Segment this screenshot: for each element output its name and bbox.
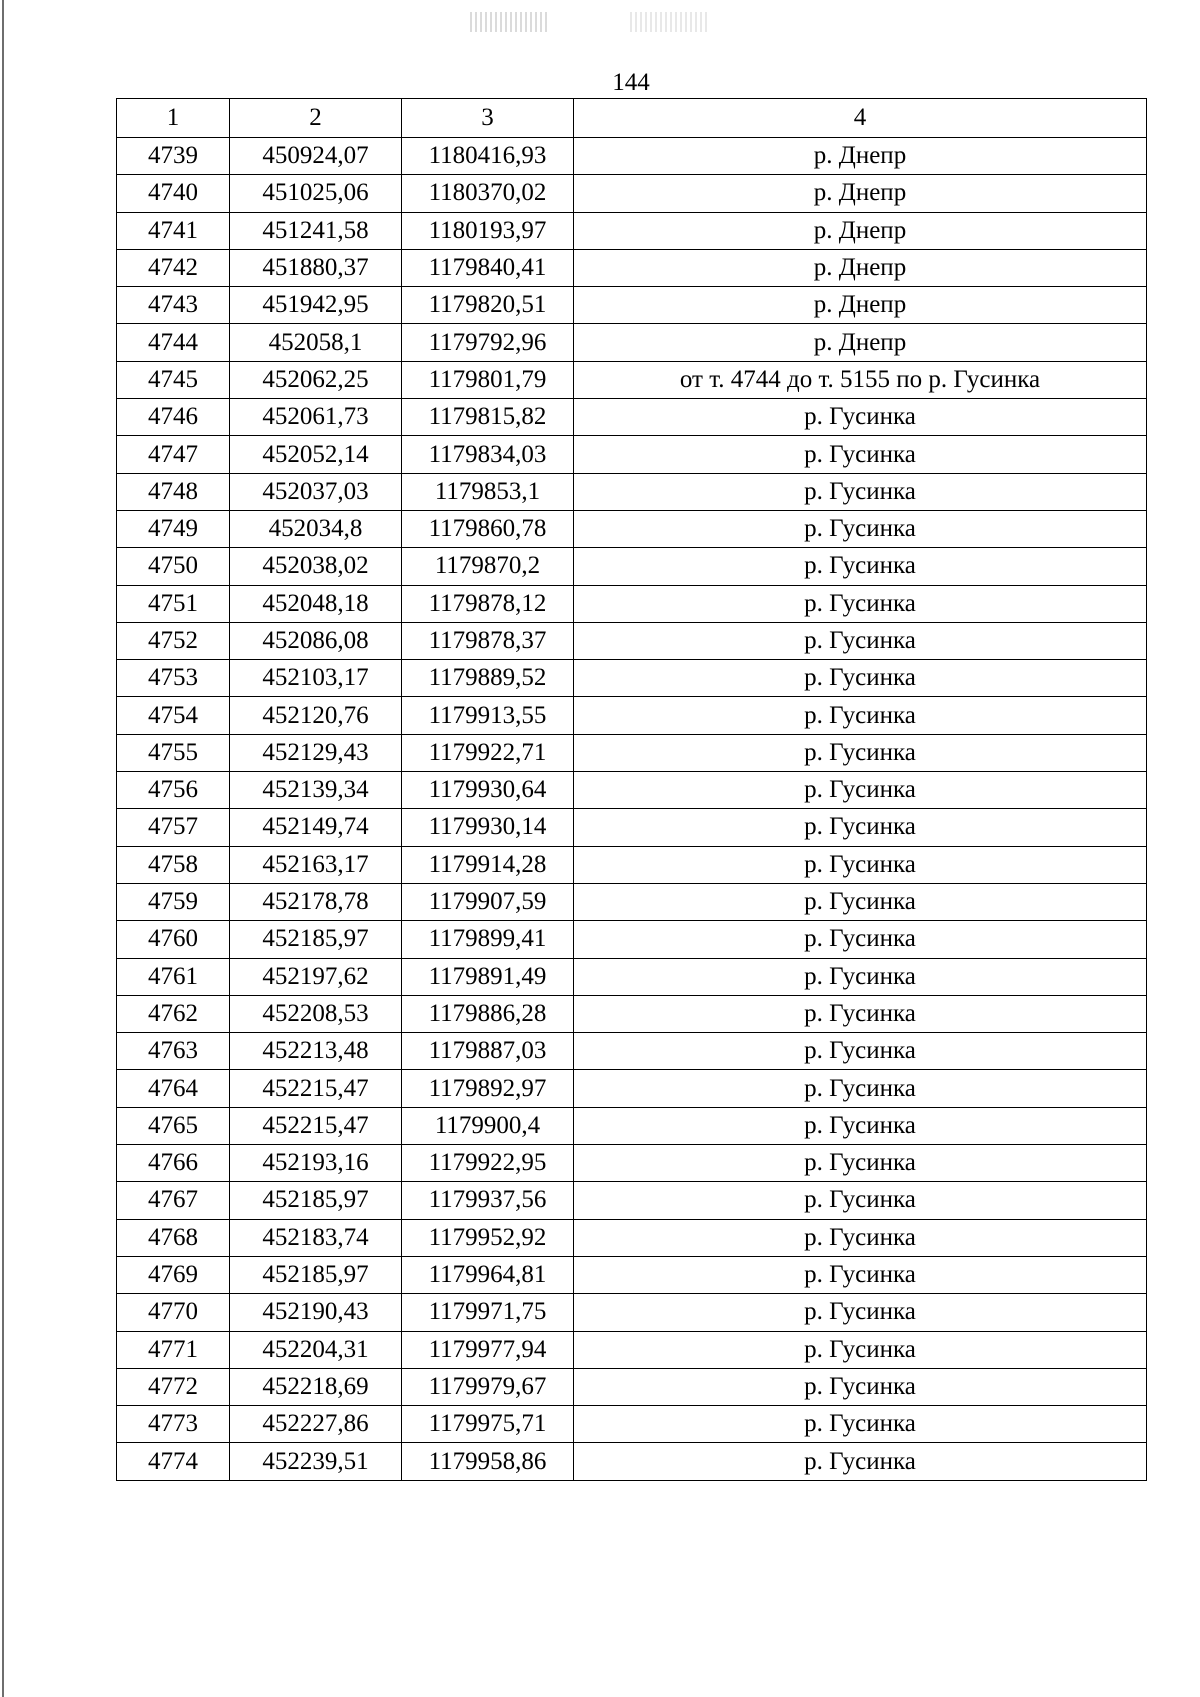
column-header: 2 [230,99,402,138]
description-cell: р. Гусинка [574,809,1147,846]
scan-smudge [470,12,548,32]
description-cell: р. Гусинка [574,1070,1147,1107]
description-cell: р. Гусинка [574,1145,1147,1182]
point-number-cell: 4752 [117,622,230,659]
x-coordinate-cell: 452061,73 [230,399,402,436]
x-coordinate-cell: 452139,34 [230,772,402,809]
y-coordinate-cell: 1179860,78 [402,510,574,547]
table-row [117,734,1147,771]
table-row [117,175,1147,212]
table-row [117,1107,1147,1144]
x-coordinate-cell: 451880,37 [230,249,402,286]
x-coordinate-cell: 452218,69 [230,1368,402,1405]
y-coordinate-cell: 1179878,37 [402,622,574,659]
x-coordinate-cell: 450924,07 [230,138,402,175]
table-row [117,660,1147,697]
table-row [117,1033,1147,1070]
y-coordinate-cell: 1179930,14 [402,809,574,846]
x-coordinate-cell: 452227,86 [230,1406,402,1443]
y-coordinate-cell: 1179975,71 [402,1406,574,1443]
description-cell: р. Днепр [574,287,1147,324]
description-cell: р. Гусинка [574,1107,1147,1144]
y-coordinate-cell: 1180370,02 [402,175,574,212]
description-cell: р. Гусинка [574,1443,1147,1480]
x-coordinate-cell: 452149,74 [230,809,402,846]
table-row [117,473,1147,510]
page-number: 144 [612,69,650,96]
y-coordinate-cell: 1180416,93 [402,138,574,175]
x-coordinate-cell: 452183,74 [230,1219,402,1256]
y-coordinate-cell: 1179887,03 [402,1033,574,1070]
y-coordinate-cell: 1179914,28 [402,846,574,883]
point-number-cell: 4754 [117,697,230,734]
point-number-cell: 4768 [117,1219,230,1256]
point-number-cell: 4767 [117,1182,230,1219]
y-coordinate-cell: 1179878,12 [402,585,574,622]
y-coordinate-cell: 1179840,41 [402,249,574,286]
description-cell: р. Гусинка [574,1406,1147,1443]
x-coordinate-cell: 452185,97 [230,921,402,958]
point-number-cell: 4774 [117,1443,230,1480]
point-number-cell: 4740 [117,175,230,212]
table-row [117,958,1147,995]
description-cell: р. Гусинка [574,1182,1147,1219]
point-number-cell: 4745 [117,361,230,398]
table-row [117,1368,1147,1405]
y-coordinate-cell: 1179891,49 [402,958,574,995]
table-row [117,1294,1147,1331]
x-coordinate-cell: 451241,58 [230,212,402,249]
y-coordinate-cell: 1179889,52 [402,660,574,697]
description-cell: р. Днепр [574,212,1147,249]
x-coordinate-cell: 452037,03 [230,473,402,510]
description-cell: р. Гусинка [574,1294,1147,1331]
y-coordinate-cell: 1180193,97 [402,212,574,249]
coordinates-table [116,98,1147,1481]
y-coordinate-cell: 1179853,1 [402,473,574,510]
x-coordinate-cell: 452215,47 [230,1070,402,1107]
table-row [117,324,1147,361]
y-coordinate-cell: 1179937,56 [402,1182,574,1219]
table-row [117,585,1147,622]
table-row [117,921,1147,958]
x-coordinate-cell: 452185,97 [230,1182,402,1219]
table-row [117,548,1147,585]
description-cell: р. Днепр [574,324,1147,361]
point-number-cell: 4763 [117,1033,230,1070]
table-row [117,436,1147,473]
y-coordinate-cell: 1179964,81 [402,1256,574,1293]
table-header-row [117,99,1147,138]
y-coordinate-cell: 1179907,59 [402,883,574,920]
description-cell: р. Гусинка [574,548,1147,585]
table-row [117,1070,1147,1107]
point-number-cell: 4770 [117,1294,230,1331]
y-coordinate-cell: 1179930,64 [402,772,574,809]
column-header: 1 [117,99,230,138]
point-number-cell: 4760 [117,921,230,958]
description-cell: р. Гусинка [574,995,1147,1032]
table-row [117,138,1147,175]
y-coordinate-cell: 1179900,4 [402,1107,574,1144]
point-number-cell: 4746 [117,399,230,436]
table-row [117,697,1147,734]
y-coordinate-cell: 1179952,92 [402,1219,574,1256]
x-coordinate-cell: 452208,53 [230,995,402,1032]
point-number-cell: 4769 [117,1256,230,1293]
point-number-cell: 4771 [117,1331,230,1368]
x-coordinate-cell: 452058,1 [230,324,402,361]
scan-smudge [630,12,710,32]
table-row [117,1256,1147,1293]
table-row [117,622,1147,659]
x-coordinate-cell: 451025,06 [230,175,402,212]
x-coordinate-cell: 452185,97 [230,1256,402,1293]
point-number-cell: 4741 [117,212,230,249]
x-coordinate-cell: 452239,51 [230,1443,402,1480]
point-number-cell: 4773 [117,1406,230,1443]
point-number-cell: 4766 [117,1145,230,1182]
description-cell: р. Гусинка [574,883,1147,920]
table-row [117,1145,1147,1182]
point-number-cell: 4756 [117,772,230,809]
y-coordinate-cell: 1179801,79 [402,361,574,398]
x-coordinate-cell: 452052,14 [230,436,402,473]
point-number-cell: 4758 [117,846,230,883]
y-coordinate-cell: 1179815,82 [402,399,574,436]
x-coordinate-cell: 452213,48 [230,1033,402,1070]
x-coordinate-cell: 452178,78 [230,883,402,920]
x-coordinate-cell: 452129,43 [230,734,402,771]
y-coordinate-cell: 1179899,41 [402,921,574,958]
point-number-cell: 4764 [117,1070,230,1107]
description-cell: от т. 4744 до т. 5155 по р. Гусинка [574,361,1147,398]
description-cell: р. Гусинка [574,958,1147,995]
table-row [117,1219,1147,1256]
y-coordinate-cell: 1179820,51 [402,287,574,324]
point-number-cell: 4761 [117,958,230,995]
description-cell: р. Гусинка [574,399,1147,436]
table-row [117,510,1147,547]
description-cell: р. Днепр [574,175,1147,212]
point-number-cell: 4747 [117,436,230,473]
description-cell: р. Гусинка [574,734,1147,771]
x-coordinate-cell: 452215,47 [230,1107,402,1144]
description-cell: р. Гусинка [574,846,1147,883]
y-coordinate-cell: 1179892,97 [402,1070,574,1107]
y-coordinate-cell: 1179979,67 [402,1368,574,1405]
point-number-cell: 4749 [117,510,230,547]
x-coordinate-cell: 452062,25 [230,361,402,398]
point-number-cell: 4750 [117,548,230,585]
x-coordinate-cell: 452086,08 [230,622,402,659]
table-row [117,1182,1147,1219]
x-coordinate-cell: 452193,16 [230,1145,402,1182]
column-header: 3 [402,99,574,138]
description-cell: р. Гусинка [574,660,1147,697]
x-coordinate-cell: 452048,18 [230,585,402,622]
table-row [117,399,1147,436]
description-cell: р. Гусинка [574,772,1147,809]
table-row [117,809,1147,846]
x-coordinate-cell: 452120,76 [230,697,402,734]
description-cell: р. Днепр [574,138,1147,175]
description-cell: р. Гусинка [574,585,1147,622]
table-row [117,287,1147,324]
table-row [117,361,1147,398]
x-coordinate-cell: 452197,62 [230,958,402,995]
description-cell: р. Гусинка [574,436,1147,473]
description-cell: р. Днепр [574,249,1147,286]
x-coordinate-cell: 452103,17 [230,660,402,697]
y-coordinate-cell: 1179977,94 [402,1331,574,1368]
table-row [117,212,1147,249]
point-number-cell: 4739 [117,138,230,175]
x-coordinate-cell: 452204,31 [230,1331,402,1368]
description-cell: р. Гусинка [574,473,1147,510]
y-coordinate-cell: 1179971,75 [402,1294,574,1331]
column-header: 4 [574,99,1147,138]
table-row [117,772,1147,809]
scan-left-edge [2,0,4,1697]
description-cell: р. Гусинка [574,1219,1147,1256]
x-coordinate-cell: 452163,17 [230,846,402,883]
point-number-cell: 4744 [117,324,230,361]
point-number-cell: 4753 [117,660,230,697]
table-row [117,1443,1147,1480]
description-cell: р. Гусинка [574,1256,1147,1293]
description-cell: р. Гусинка [574,921,1147,958]
x-coordinate-cell: 452038,02 [230,548,402,585]
description-cell: р. Гусинка [574,1368,1147,1405]
point-number-cell: 4743 [117,287,230,324]
point-number-cell: 4755 [117,734,230,771]
y-coordinate-cell: 1179958,86 [402,1443,574,1480]
y-coordinate-cell: 1179792,96 [402,324,574,361]
description-cell: р. Гусинка [574,1331,1147,1368]
table-row [117,995,1147,1032]
description-cell: р. Гусинка [574,697,1147,734]
x-coordinate-cell: 452034,8 [230,510,402,547]
point-number-cell: 4748 [117,473,230,510]
table-row [117,846,1147,883]
description-cell: р. Гусинка [574,510,1147,547]
table-row [117,1331,1147,1368]
y-coordinate-cell: 1179922,71 [402,734,574,771]
point-number-cell: 4765 [117,1107,230,1144]
point-number-cell: 4751 [117,585,230,622]
point-number-cell: 4762 [117,995,230,1032]
point-number-cell: 4759 [117,883,230,920]
y-coordinate-cell: 1179870,2 [402,548,574,585]
y-coordinate-cell: 1179922,95 [402,1145,574,1182]
description-cell: р. Гусинка [574,1033,1147,1070]
description-cell: р. Гусинка [574,622,1147,659]
table-row [117,1406,1147,1443]
point-number-cell: 4742 [117,249,230,286]
x-coordinate-cell: 452190,43 [230,1294,402,1331]
table-row [117,249,1147,286]
point-number-cell: 4757 [117,809,230,846]
y-coordinate-cell: 1179886,28 [402,995,574,1032]
y-coordinate-cell: 1179834,03 [402,436,574,473]
table-row [117,883,1147,920]
point-number-cell: 4772 [117,1368,230,1405]
x-coordinate-cell: 451942,95 [230,287,402,324]
y-coordinate-cell: 1179913,55 [402,697,574,734]
